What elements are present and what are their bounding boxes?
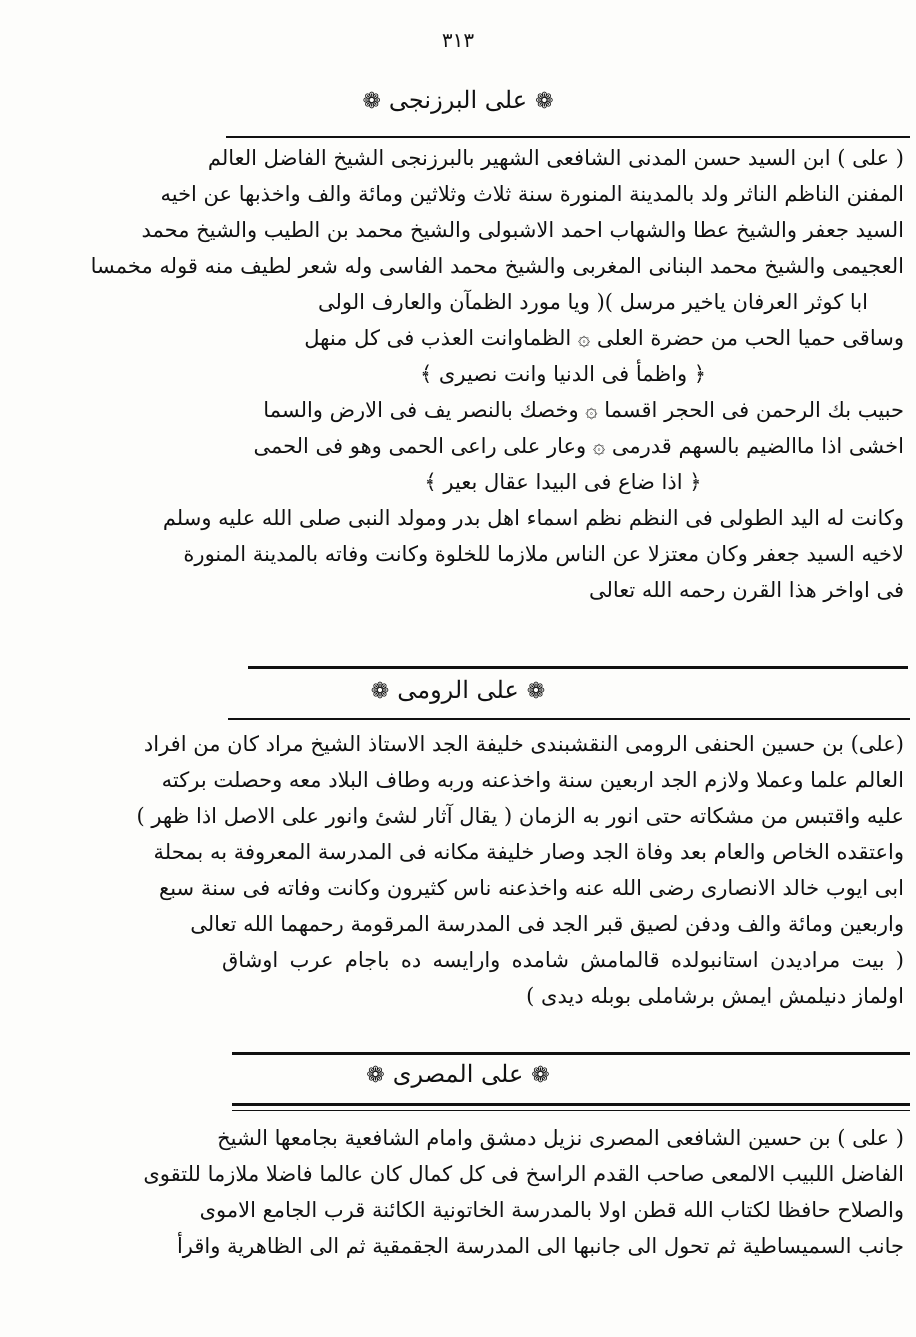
text-line: ( على ) بن حسين الشافعى المصرى نزيل دمشق وامام الشافعية بجامعها الشيخ [217,1126,904,1150]
text-line: المفنن الناظم الناثر ولد بالمدينة المنورة سنة ثلاث وثلاثين ومائة والف واخذبها عن اخيه [160,182,904,206]
verse-refrain: ﴿ اذا ضاع فى البيدا عقال بعير ﴾ [424,470,702,494]
ornament-icon: ❁ [526,679,546,704]
text-line: اولماز دنيلمش ايمش برشاملى بوبله ديدى ) [526,984,904,1008]
text-line: ابى ايوب خالد الانصارى رضى الله عنه واخذعنه ناس كثيرون وكانت وفاته فى سنة سبع [159,876,904,900]
text-line: ( بيت مراديدن استانبولده قالمامش شامده وارايسه ده باجام عرب اوشاق [222,948,904,972]
entry-3-heading [0,1060,916,1088]
verse-line: اخشى اذا ماالضيم بالسهم قدرمى ۞ وعار على راعى الحمى وهو فى الحمى [253,434,904,458]
entry-2-body [136,726,904,1014]
ornament-icon: ❁ [370,679,390,704]
entry-1-body [90,140,904,608]
text-line: السيد جعفر والشيخ عطا والشهاب احمد الاشبولى والشيخ محمد بن الطيب والشيخ محمد [141,218,904,242]
text-line: (على) بن حسين الحنفى الرومى النقشبندى خليفة الجد الاستاذ الشيخ مراد كان من افراد [143,732,904,756]
text-line: فى اواخر هذا القرن رحمه الله تعالى [588,578,904,602]
text-line: العجيمى والشيخ محمد البنانى المغربى والشيخ محمد الفاسى وله شعر لطيف منه قوله مخمسا [90,254,904,278]
text-line: عليه واقتبس من مشكاته حتى انور به الزمان ( يقال آثار لشئ وانور على الاصل اذا ظهر ) [136,804,904,828]
entry-1-heading [0,86,916,114]
ornament-icon: ❁ [362,89,381,114]
heading-rule [226,136,910,138]
text-line: ( على ) ابن السيد حسن المدنى الشافعى الشهير بالبرزنجى الشيخ الفاضل العالم [207,146,904,170]
text-line: الفاضل اللبيب الالمعى صاحب القدم الراسخ فى كل كمال كان عالما فاضلا ملازما للتقوى [143,1162,904,1186]
heading-rule [232,1110,910,1111]
section-divider [232,1052,910,1055]
text-line: العالم علما وعملا ولازم الجد اربعين سنة واخذعنه وربه وطاف البلاد معه وحصلت بركته [161,768,904,792]
page-number: ٣١٣ [441,28,475,52]
text-line: لاخيه السيد جعفر وكان معتزلا عن الناس ملازما للخلوة وكانت وفاته بالمدينة المنورة [183,542,904,566]
entry-3-title: على المصرى [392,1060,524,1088]
ornament-icon: ❁ [535,89,554,114]
verse-line: ابا كوثر العرفان ياخير مرسل )( ويا مورد الظمآن والعارف الولى [318,290,868,314]
verse-line: وساقى حميا الحب من حضرة العلى ۞ الظماوانت العذب فى كل منهل [304,326,904,350]
ornament-icon: ❁ [531,1063,550,1088]
entry-1-title: على البرزنجى [388,86,528,114]
text-line: واعتقده الخاص والعام بعد وفاة الجد وصار خليفة مكانه فى المدرسة المعروفة به بمحلة [153,840,904,864]
entry-3-body [143,1120,904,1264]
text-line: والصلاح حافظا لكتاب الله قطن اولا بالمدرسة الخاتونية الكائنة قرب الجامع الاموى [199,1198,904,1222]
entry-2-title: على الرومى [397,676,519,704]
verse-refrain: ﴿ واظمأ فى الدنيا وانت نصيرى ﴾ [419,362,707,386]
heading-rule [232,1103,910,1106]
heading-rule [228,718,910,720]
section-divider [248,666,908,669]
text-line: وكانت له اليد الطولى فى النظم نظم اسماء اهل بدر ومولد النبى صلى الله عليه وسلم [162,506,904,530]
text-line: واربعين ومائة والف ودفن لصيق قبر الجد فى المدرسة المرقومة رحمهما الله تعالى [190,912,904,936]
text-line: جانب السميساطية ثم تحول الى جانبها الى المدرسة الجقمقية ثم الى الظاهرية واقرأ [176,1234,904,1258]
entry-2-heading [0,676,916,704]
verse-line: حبيب بك الرحمن فى الحجر اقسما ۞ وخصك بالنصر يف فى الارض والسما [263,398,904,422]
ornament-icon: ❁ [366,1063,385,1088]
